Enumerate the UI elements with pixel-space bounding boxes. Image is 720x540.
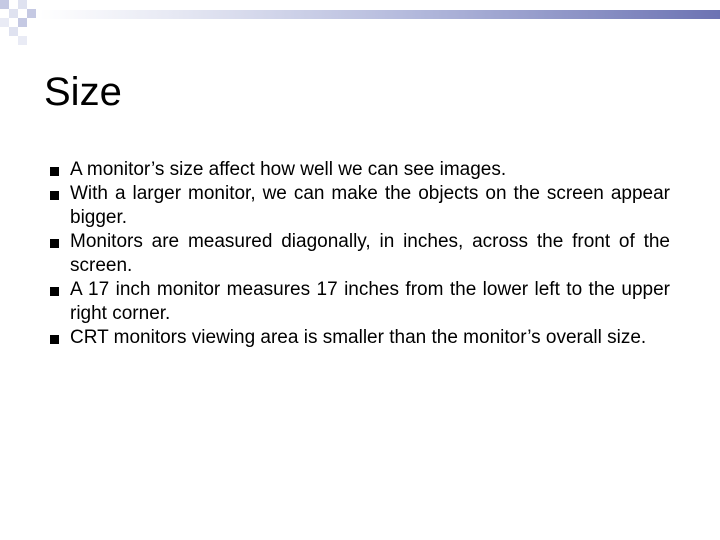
bullet-text: A monitor’s size affect how well we can see images. bbox=[70, 159, 507, 180]
decorative-squares bbox=[0, 0, 60, 45]
bullet-item bbox=[50, 278, 670, 326]
square-bullet-icon bbox=[50, 287, 59, 296]
bullet-text: CRT monitors viewing area is smaller than the monitor’s overall size. bbox=[70, 327, 647, 348]
slide-title: Size bbox=[44, 70, 122, 114]
bullet-item bbox=[50, 182, 670, 230]
square-bullet-icon bbox=[50, 191, 59, 200]
square-bullet-icon bbox=[50, 239, 59, 248]
square-bullet-icon bbox=[50, 335, 59, 344]
bullet-text: A 17 inch monitor measures 17 inches from the lower left to the upper right corner. bbox=[70, 279, 670, 324]
decorative-gradient-bar bbox=[40, 10, 720, 19]
bullet-item bbox=[50, 158, 670, 182]
bullet-item bbox=[50, 230, 670, 278]
bullet-text: With a larger monitor, we can make the objects on the screen appear bigger. bbox=[70, 183, 670, 228]
bullet-item bbox=[50, 326, 670, 350]
bullet-list bbox=[50, 158, 670, 350]
square-bullet-icon bbox=[50, 167, 59, 176]
bullet-text: Monitors are measured diagonally, in inches, across the front of the screen. bbox=[70, 231, 670, 276]
